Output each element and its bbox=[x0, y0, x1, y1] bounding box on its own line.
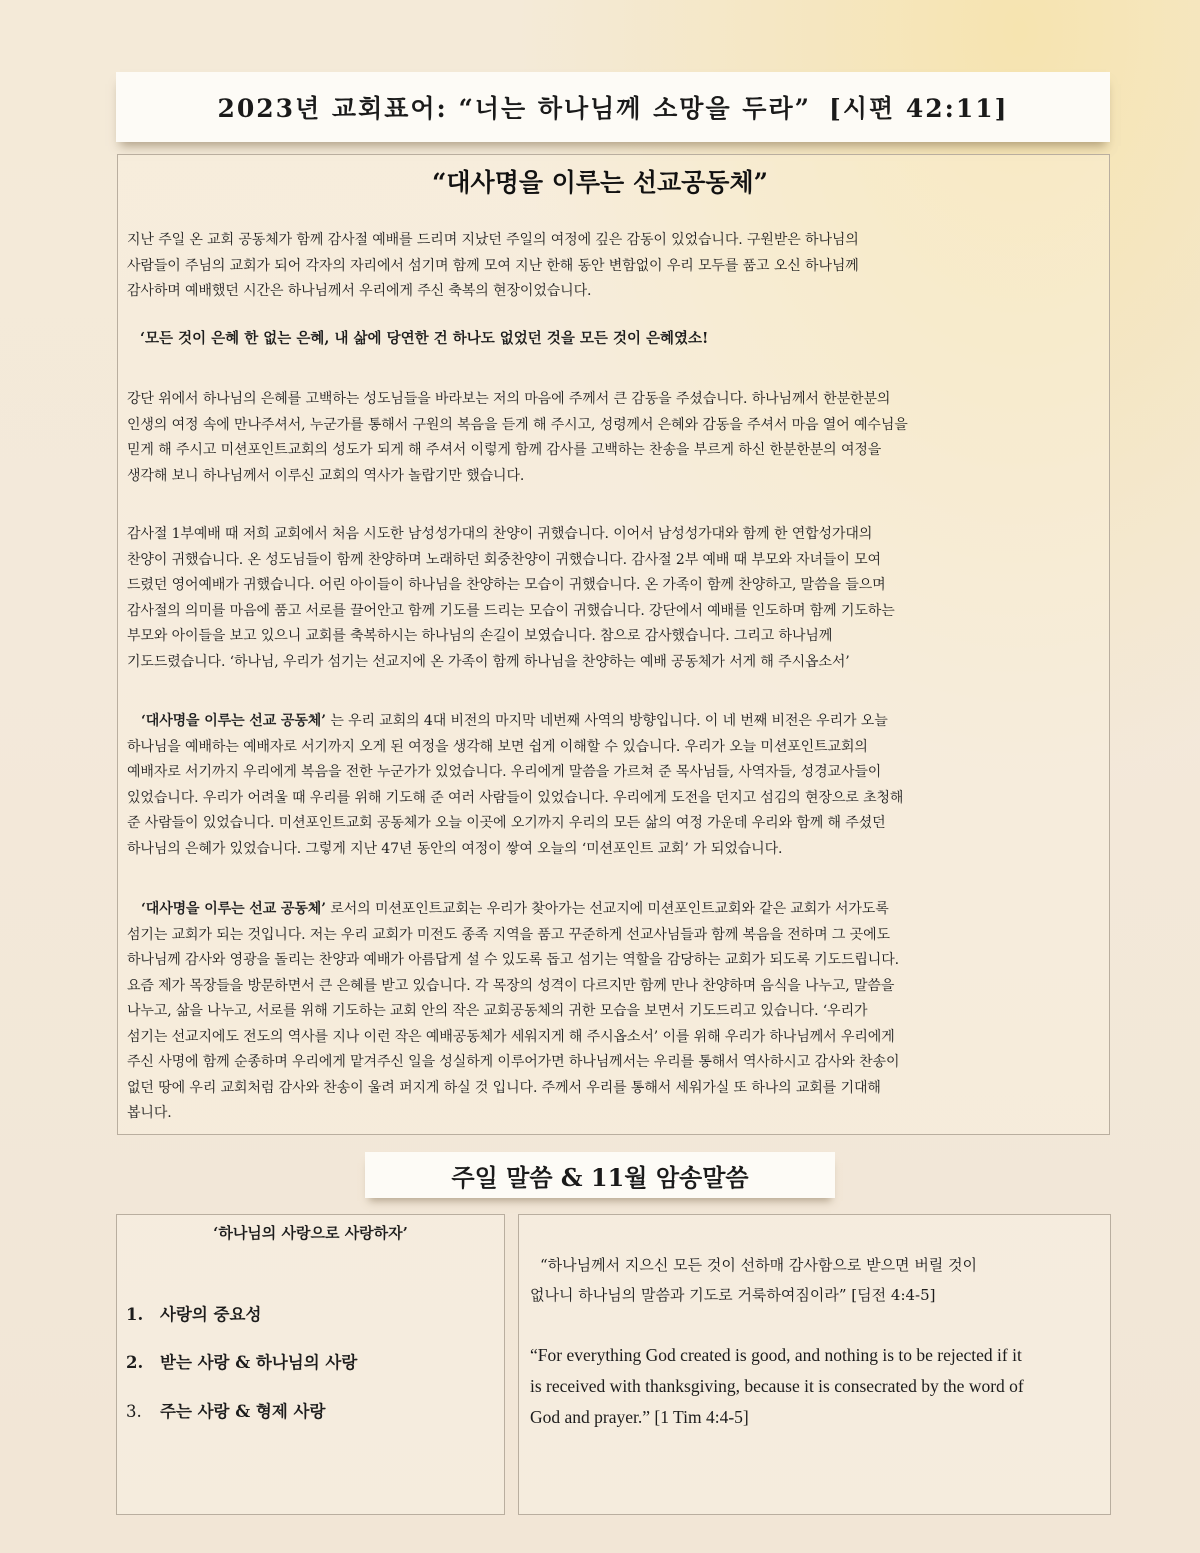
article-title: “대사명을 이루는 선교공동체” bbox=[432, 168, 768, 197]
point-text: 주는 사랑 & 형제 사랑 bbox=[160, 1402, 326, 1421]
text-line: 부모와 아이들을 보고 있으니 교회를 축복하시는 하나님의 손길이 보였습니다. 참으로 감사했습니다. 그리고 하나님께 bbox=[127, 628, 833, 644]
text-line: 사람들이 주님의 교회가 되어 각자의 자리에서 섬기며 함께 모여 지난 한해 동안 변함없이 우리 모두를 품고 오신 하나님께 bbox=[127, 257, 859, 274]
motto-banner bbox=[116, 72, 1110, 142]
text-line: 생각해 보니 하나님께서 이루신 교회의 역사가 놀랍기만 했습니다. bbox=[127, 467, 525, 484]
text-line: 하나님께 감사와 영광을 돌리는 찬양과 예배가 아름답게 설 수 있도록 돕고 섬기는 역할을 감당하는 교회가 되도록 기도드립니다. bbox=[127, 952, 899, 968]
sermon-point bbox=[126, 1301, 261, 1325]
text-line: “하나님께서 지으신 모든 것이 선하매 감사함으로 받으면 버릴 것이 bbox=[540, 1256, 978, 1274]
text-line: 감사하며 예배했던 시간은 하나님께서 우리에게 주신 축복의 현장이었습니다. bbox=[127, 283, 592, 299]
vision-title: ‘대사명을 이루는 선교 공동체’ bbox=[141, 901, 326, 917]
text-line: 예배자로 서기까지 우리에게 복음을 전한 누군가가 있었습니다. 우리에게 말씀을 가르쳐 준 목사님들, 사역자들, 성경교사들이 bbox=[127, 764, 882, 780]
text-line: 나누고, 삶을 나누고, 서로를 위해 기도하는 교회 안의 작은 교회공동체의 귀한 모습을 보면서 기도드리고 있습니다. ‘우리가 bbox=[127, 1003, 868, 1019]
text-line: is received with thanksgiving, because it is consecrated by the word of bbox=[530, 1376, 1024, 1396]
point-number: 1. bbox=[126, 1305, 144, 1324]
sermon-point bbox=[126, 1349, 357, 1373]
point-number: 2. bbox=[126, 1353, 144, 1372]
text-line: 하나님을 예배하는 예배자로 서기까지 오게 된 여정을 생각해 보면 쉽게 이해할 수 있습니다. 우리가 오늘 미션포인트교회의 bbox=[127, 738, 868, 755]
text-line: 감사절 1부예배 때 저희 교회에서 처음 시도한 남성성가대의 찬양이 귀했습니다. 이어서 남성성가대와 함께 한 연합성가대의 bbox=[127, 526, 873, 542]
hymn-quote: ‘모든 것이 은혜 한 없는 은혜, 내 삶에 당연한 건 하나도 없었던 것을 모든 것이 은혜였소! bbox=[140, 330, 709, 347]
motto-text: 2023년 교회표어: “너는 하나님께 소망을 두라” bbox=[217, 94, 811, 123]
point-text: 받는 사랑 & 하나님의 사랑 bbox=[160, 1353, 358, 1372]
motto-reference: [시편 42:11] bbox=[829, 94, 1009, 123]
section-heading: 주일 말씀 & 11월 암송말씀 bbox=[365, 1152, 835, 1198]
text-line bbox=[127, 897, 1102, 923]
text-line: 믿게 해 주시고 미션포인트교회의 성도가 되게 해 주셔서 이렇게 함께 감사를 고백하는 찬송을 부르게 하신 한분한분의 여정을 bbox=[127, 442, 882, 458]
point-number: 3. bbox=[126, 1402, 142, 1421]
text-line: 없던 땅에 우리 교회처럼 감사와 찬송이 울려 퍼지게 하실 것 입니다. 주께서 우리를 통해서 세워가실 또 하나의 교회를 기대해 bbox=[127, 1079, 881, 1096]
text-line: 인생의 여정 속에 만나주셔서, 누군가를 통해서 구원의 복음을 듣게 해 주시고, 성령께서 은혜와 감동을 주셔서 마음 열어 예수님을 bbox=[127, 416, 908, 433]
paragraph-5 bbox=[127, 897, 1102, 1127]
text-line: God and prayer.” [1 Tim 4:4-5] bbox=[530, 1407, 749, 1427]
text-line: “For everything God created is good, and nothing is to be rejected if it bbox=[530, 1345, 1022, 1365]
text-line: 지난 주일 온 교회 공동체가 함께 감사절 예배를 드리며 지났던 주일의 여정에 깊은 감동이 있었습니다. 구원받은 하나님의 bbox=[127, 232, 859, 248]
paragraph-4 bbox=[127, 709, 1102, 862]
memory-verse-english bbox=[530, 1340, 1105, 1433]
memory-verse-korean bbox=[530, 1250, 1100, 1310]
text-line: 찬양이 귀했습니다. 온 성도님들이 함께 찬양하며 노래하던 회중찬양이 귀했습니다. 감사절 2부 예배 때 부모와 자녀들이 모여 bbox=[127, 551, 881, 568]
paragraph-3 bbox=[127, 522, 1102, 675]
text-line: 하나님의 은혜가 있었습니다. 그렇게 지난 47년 동안의 여정이 쌓여 오늘의 ‘미션포인트 교회’ 가 되었습니다. bbox=[127, 840, 783, 857]
text-line: 있었습니다. 우리가 어려울 때 우리를 위해 기도해 준 여러 사람들이 있었습니다. 우리에게 도전을 던지고 섬김의 현장으로 초청해 bbox=[127, 789, 904, 806]
text-line: 섬기는 교회가 되는 것입니다. 저는 우리 교회가 미전도 종족 지역을 품고 꾸준하게 선교사님들과 함께 복음을 전하며 그 곳에도 bbox=[127, 926, 890, 943]
text-line: 감사절의 의미를 마음에 품고 서로를 끌어안고 함께 기도를 드리는 모습이 귀했습니다. 강단에서 예배를 인도하며 함께 기도하는 bbox=[127, 602, 895, 619]
text-line: 강단 위에서 하나님의 은혜를 고백하는 성도님들을 바라보는 저의 마음에 주께서 큰 감동을 주셨습니다. 하나님께서 한분한분의 bbox=[127, 391, 891, 407]
text-line: 기도드렸습니다. ‘하나님, 우리가 섬기는 선교지에 온 가족이 함께 하나님을 찬양하는 예배 공동체가 서게 해 주시옵소서’ bbox=[127, 653, 850, 670]
sermon-title: ‘하나님의 사랑으로 사랑하자’ bbox=[213, 1224, 408, 1242]
paragraph-2 bbox=[127, 387, 1102, 489]
text-line bbox=[127, 709, 1102, 735]
text-line: 봅니다. bbox=[127, 1105, 172, 1121]
text-line: 준 사람들이 있었습니다. 미션포인트교회 공동체가 오늘 이곳에 오기까지 우리의 모든 삶의 여정 가운데 우리와 함께 해 주셨던 bbox=[127, 815, 886, 831]
text-line: 요즘 제가 목장들을 방문하면서 큰 은혜를 받고 있습니다. 각 목장의 성격이 다르지만 함께 만나 찬양하며 음식을 나누고, 말씀을 bbox=[127, 977, 895, 994]
point-text: 사랑의 중요성 bbox=[160, 1305, 262, 1324]
text-span: 로서의 미션포인트교회는 우리가 찾아가는 선교지에 미션포인트교회와 같은 교회가 서가도록 bbox=[325, 901, 889, 917]
text-span: 는 우리 교회의 4대 비전의 마지막 네번째 사역의 방향입니다. 이 네 번째 비전은 우리가 오늘 bbox=[325, 713, 888, 729]
paragraph-1 bbox=[127, 228, 1102, 305]
text-line: 주신 사명에 함께 순종하며 우리에게 맡겨주신 일을 성실하게 이루어가면 하나님께서는 우리를 통해서 역사하시고 감사와 찬송이 bbox=[127, 1054, 900, 1070]
text-line: 없나니 하나님의 말씀과 기도로 거룩하여짐이라” [딤전 4:4-5] bbox=[530, 1286, 936, 1304]
vision-title: ‘대사명을 이루는 선교 공동체’ bbox=[141, 713, 326, 729]
sermon-point bbox=[126, 1398, 325, 1422]
text-line: 드렸던 영어예배가 귀했습니다. 어린 아이들이 하나님을 찬양하는 모습이 귀했습니다. 온 가족이 함께 찬양하고, 말씀을 들으며 bbox=[127, 577, 886, 593]
text-line: 섬기는 선교지에도 전도의 역사를 지나 이런 작은 예배공동체가 세워지게 해 주시옵소서’ 이를 위해 우리가 하나님께서 우리에게 bbox=[127, 1028, 895, 1045]
